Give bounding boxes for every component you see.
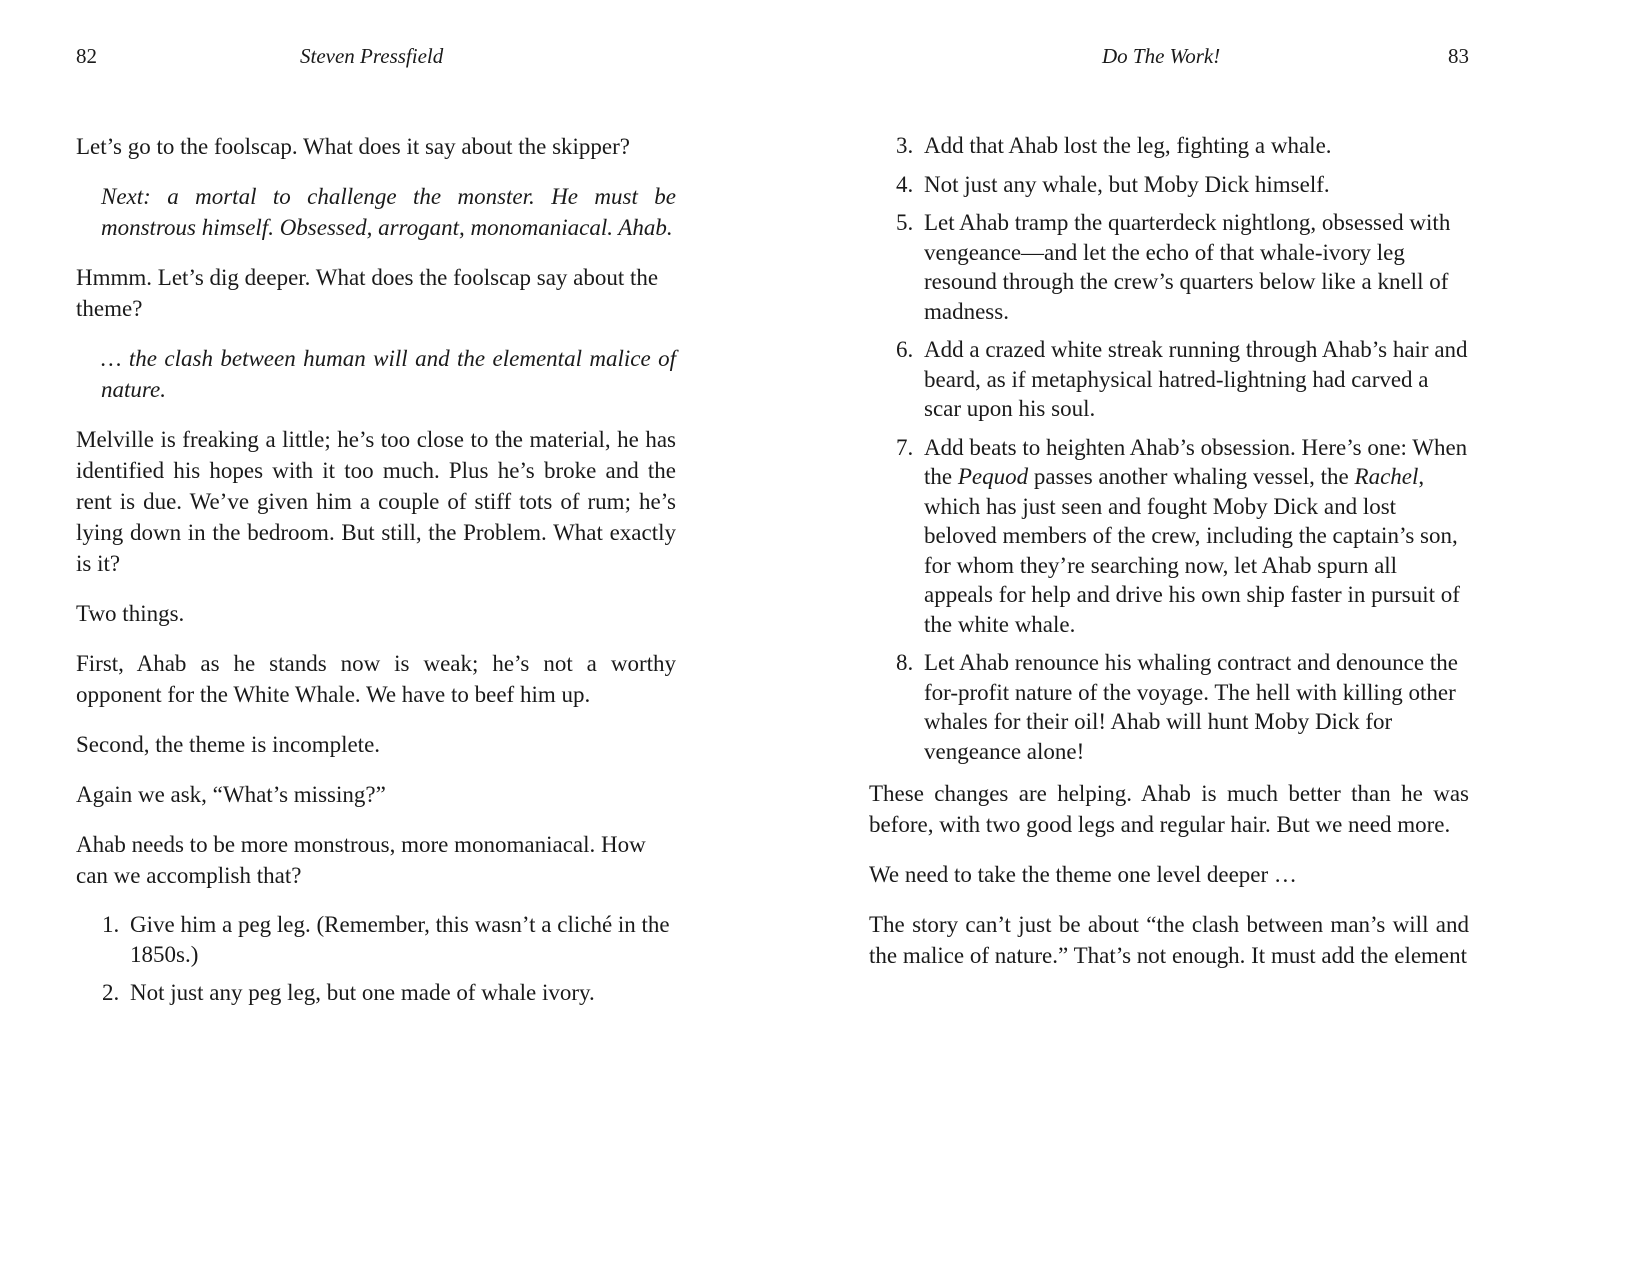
- list-item: [896, 170, 1469, 200]
- block-quote: … the clash between human will and the elemental malice of nature.: [101, 346, 676, 402]
- ship-name: Pequod: [957, 464, 1029, 489]
- list-number: 5.: [896, 210, 914, 235]
- list-item-text: [924, 435, 1467, 637]
- paragraph: The story can’t just be about “the clash between man’s will and the malice of nature.” That’s not enough. It must add the element: [869, 912, 1469, 968]
- paragraph: First, Ahab as he stands now is weak; he’s not a worthy opponent for the White Whale. We have to beef him up.: [76, 651, 676, 707]
- left-page: [76, 0, 676, 1275]
- ship-name: Rachel: [1354, 464, 1419, 489]
- list-item-text: Add a crazed white streak running through Ahab’s hair and beard, as if metaphysical hatred-lightning had carved a scar upon his soul.: [924, 337, 1468, 421]
- list-item-text: Give him a peg leg. (Remember, this wasn’t a cliché in the 1850s.): [130, 912, 670, 967]
- paragraph: We need to take the theme one level deeper …: [869, 862, 1297, 887]
- page-number: 83: [1448, 44, 1469, 68]
- list-number: 1.: [102, 912, 120, 937]
- list-number: 7.: [896, 434, 914, 460]
- body-text: [76, 131, 676, 1020]
- list-item: [896, 131, 1469, 161]
- block-quote: Next: a mortal to challenge the monster. He must be monstrous himself. Obsessed, arrogant, monomaniacal. Ahab.: [101, 184, 676, 240]
- body-text: [869, 131, 1469, 990]
- list-item-text: Add that Ahab lost the leg, fighting a whale.: [924, 133, 1332, 158]
- text-run: passes another whaling vessel, the: [1028, 464, 1355, 489]
- right-page: [869, 0, 1469, 1275]
- list-item: [896, 648, 1469, 766]
- list-item: [102, 978, 676, 1008]
- numbered-list: [869, 131, 1469, 766]
- list-item: [896, 335, 1469, 424]
- numbered-list: [76, 910, 676, 1008]
- paragraph: These changes are helping. Ahab is much better than he was before, with two good legs and regular hair. But we need more.: [869, 781, 1469, 837]
- author-running-head: Steven Pressfield: [300, 44, 444, 68]
- list-item-text: Let Ahab renounce his whaling contract and denounce the for-profit nature of the voyage. The hell with killing other whales for their oil! Ahab will hunt Moby Dick for vengeance alone!: [924, 650, 1458, 764]
- list-number: 3.: [896, 133, 914, 158]
- text-run: , which has just seen and fought Moby Dick and lost beloved members of the crew, including the captain’s son, for whom they’re searching now, let Ahab spurn all appeals for help and drive his own ship faster in pursuit of the white whale.: [924, 464, 1460, 637]
- list-item-text: Not just any whale, but Moby Dick himself.: [924, 171, 1330, 197]
- running-head: [869, 44, 1469, 78]
- paragraph: Two things.: [76, 601, 185, 626]
- list-item: [102, 910, 676, 969]
- list-item-text: Let Ahab tramp the quarterdeck nightlong, obsessed with vengeance—and let the echo of that whale-ivory leg resound through the crew’s quarters below like a knell of madness.: [924, 210, 1451, 324]
- paragraph: Second, the theme is incomplete.: [76, 732, 381, 757]
- paragraph: Again we ask, “What’s missing?”: [76, 782, 386, 807]
- text-run: Add beats to heighten Ahab’s obsession. Here’s one: When the: [924, 434, 1468, 489]
- list-number: 2.: [102, 980, 120, 1005]
- paragraph: Melville is freaking a little; he’s too close to the material, he has identified his hopes with it too much. Plus he’s broke and the rent is due. We’ve given him a couple of stiff tots of rum; he’s lying down in the bedroom. But still, the Problem. What exactly is it?: [76, 427, 676, 576]
- page-number: 82: [76, 44, 97, 68]
- paragraph: Ahab needs to be more monstrous, more monomaniacal. How can we accomplish that?: [76, 832, 646, 888]
- list-item: [896, 208, 1469, 326]
- running-head: [76, 44, 676, 78]
- paragraph: Let’s go to the foolscap. What does it say about the skipper?: [76, 134, 630, 159]
- paragraph: Hmmm. Let’s dig deeper. What does the foolscap say about the theme?: [76, 265, 659, 321]
- book-title-running-head: Do The Work!: [1102, 44, 1221, 68]
- list-item: [896, 433, 1469, 640]
- list-item-text: Not just any peg leg, but one made of whale ivory.: [130, 980, 595, 1005]
- list-number: 4.: [896, 171, 914, 197]
- list-number: 8.: [896, 650, 914, 675]
- list-number: 6.: [896, 337, 914, 362]
